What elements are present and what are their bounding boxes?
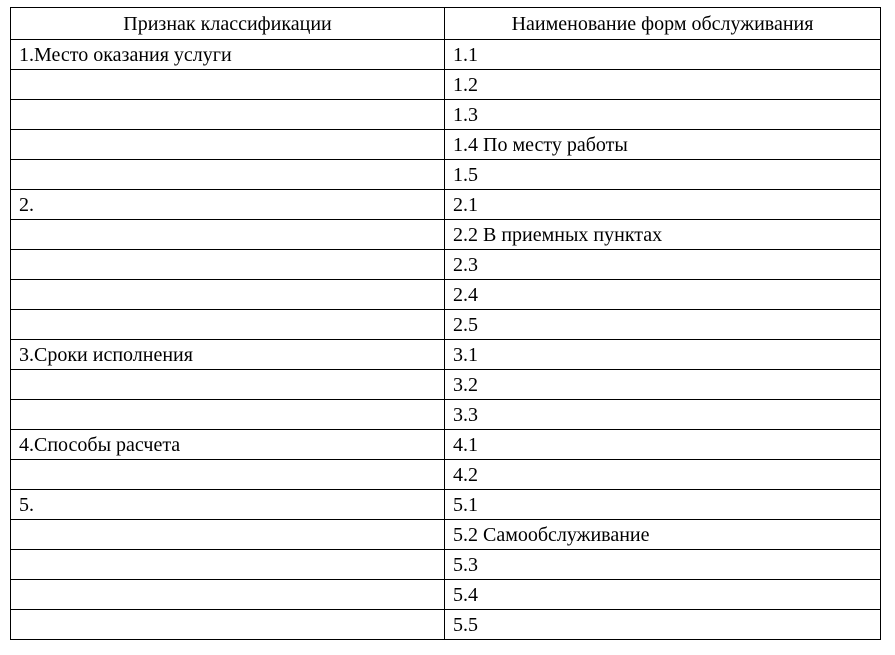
- service-form-cell: 1.2: [445, 70, 881, 100]
- table-header: [11, 8, 881, 40]
- classification-attribute-cell: [11, 610, 445, 640]
- service-form-cell: 1.1: [445, 40, 881, 70]
- classification-attribute-cell: [11, 100, 445, 130]
- classification-attribute-cell: [11, 460, 445, 490]
- service-form-cell: 2.1: [445, 190, 881, 220]
- table-row: [11, 310, 881, 340]
- service-form-cell: 1.4 По месту работы: [445, 130, 881, 160]
- classification-attribute-cell: [11, 220, 445, 250]
- classification-attribute-cell: [11, 280, 445, 310]
- service-form-cell: 3.3: [445, 400, 881, 430]
- service-form-cell: 3.1: [445, 340, 881, 370]
- header-row: [11, 8, 881, 40]
- service-form-cell: 3.2: [445, 370, 881, 400]
- service-form-cell: 2.2 В приемных пунктах: [445, 220, 881, 250]
- classification-attribute-cell: [11, 130, 445, 160]
- classification-attribute-cell: [11, 550, 445, 580]
- table-row: [11, 340, 881, 370]
- service-form-cell: 2.4: [445, 280, 881, 310]
- table-row: [11, 250, 881, 280]
- classification-attribute-cell: [11, 520, 445, 550]
- classification-attribute-cell: 5.: [11, 490, 445, 520]
- service-form-cell: 4.2: [445, 460, 881, 490]
- table-row: [11, 160, 881, 190]
- table-row: [11, 400, 881, 430]
- classification-attribute-cell: [11, 580, 445, 610]
- header-service-form-name: Наименование форм обслуживания: [445, 8, 881, 40]
- table-row: [11, 190, 881, 220]
- table-row: [11, 40, 881, 70]
- classification-attribute-cell: 2.: [11, 190, 445, 220]
- table-row: [11, 70, 881, 100]
- service-form-cell: 2.3: [445, 250, 881, 280]
- service-form-cell: 1.5: [445, 160, 881, 190]
- table-row: [11, 610, 881, 640]
- table-row: [11, 520, 881, 550]
- service-form-cell: 4.1: [445, 430, 881, 460]
- classification-attribute-cell: 4.Способы расчета: [11, 430, 445, 460]
- header-classification-attribute: Признак классификации: [11, 8, 445, 40]
- classification-attribute-cell: [11, 160, 445, 190]
- table-row: [11, 220, 881, 250]
- classification-attribute-cell: [11, 250, 445, 280]
- classification-table: [10, 7, 881, 640]
- service-form-cell: 2.5: [445, 310, 881, 340]
- table-row: [11, 490, 881, 520]
- classification-attribute-cell: 1.Место оказания услуги: [11, 40, 445, 70]
- classification-attribute-cell: [11, 310, 445, 340]
- table-row: [11, 370, 881, 400]
- table-row: [11, 580, 881, 610]
- table-row: [11, 430, 881, 460]
- service-form-cell: 5.5: [445, 610, 881, 640]
- classification-attribute-cell: [11, 70, 445, 100]
- table-body: [11, 40, 881, 640]
- table-row: [11, 100, 881, 130]
- classification-attribute-cell: [11, 370, 445, 400]
- classification-attribute-cell: 3.Сроки исполнения: [11, 340, 445, 370]
- table-row: [11, 460, 881, 490]
- service-form-cell: 5.4: [445, 580, 881, 610]
- service-form-cell: 5.3: [445, 550, 881, 580]
- service-form-cell: 5.1: [445, 490, 881, 520]
- service-form-cell: 5.2 Самообслуживание: [445, 520, 881, 550]
- table-row: [11, 550, 881, 580]
- service-form-cell: 1.3: [445, 100, 881, 130]
- classification-attribute-cell: [11, 400, 445, 430]
- table-row: [11, 280, 881, 310]
- table-row: [11, 130, 881, 160]
